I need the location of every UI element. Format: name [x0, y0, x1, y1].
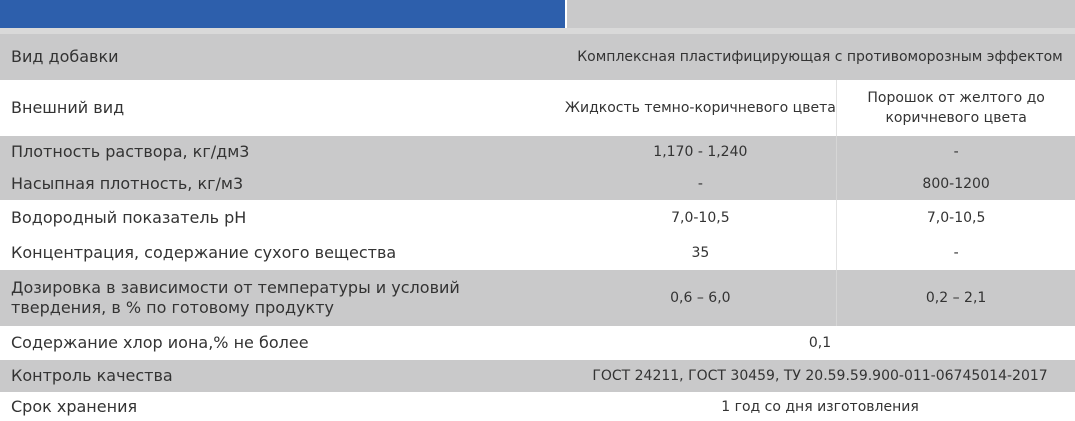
row-value: ГОСТ 24211, ГОСТ 30459, ТУ 20.59.59.900-011-06745014-2017 — [592, 368, 1048, 384]
row-label: Концентрация, содержание сухого вещества — [11, 243, 397, 262]
table-row-chloride — [0, 326, 1075, 360]
row-label: Водородный показатель рН — [11, 208, 247, 227]
row-value-liquid: 1,170 - 1,240 — [653, 144, 748, 160]
row-value-liquid: 35 — [691, 245, 710, 261]
header-accent-bar — [0, 0, 565, 28]
row-label: Дозировка в зависимости от температуры и условий твердения, в % по готовому продукту — [11, 278, 460, 317]
table-row-solution-density — [0, 136, 1075, 168]
row-label: Насыпная плотность, кг/м3 — [11, 174, 244, 193]
table-row-bulk-density — [0, 168, 1075, 200]
table-row-dosage — [0, 270, 1075, 326]
table-row-appearance — [0, 80, 1075, 136]
row-value-powder: 800-1200 — [836, 168, 1075, 200]
row-label: Содержание хлор иона,% не более — [11, 333, 309, 352]
row-value-powder: 0,2 – 2,1 — [836, 270, 1075, 326]
row-value: Комплексная пластифицирующая с противоморозным эффектом — [577, 49, 1063, 65]
table-row-quality-control — [0, 360, 1075, 392]
header-gray-bar — [567, 0, 1075, 28]
table-row-additive-type — [0, 34, 1075, 80]
row-label: Вид добавки — [11, 47, 119, 66]
row-value-powder: Порошок от желтого до коричневого цвета — [836, 80, 1075, 136]
row-value-liquid: - — [697, 176, 703, 192]
row-value-powder: - — [836, 236, 1075, 270]
row-value-powder: - — [836, 136, 1075, 168]
row-label: Внешний вид — [11, 98, 125, 117]
row-value-liquid: 7,0-10,5 — [671, 210, 730, 226]
row-value-liquid: 0,6 – 6,0 — [670, 290, 731, 306]
row-value-liquid: Жидкость темно-коричневого цвета — [564, 100, 836, 116]
row-value: 0,1 — [808, 335, 832, 351]
row-label: Контроль качества — [11, 366, 173, 385]
row-value: 1 год со дня изготовления — [721, 398, 919, 415]
table-row-shelf-life — [0, 392, 1075, 421]
table-row-ph — [0, 200, 1075, 236]
row-label: Плотность раствора, кг/дм3 — [11, 142, 250, 161]
row-label: Срок хранения — [11, 396, 138, 416]
row-value-powder: 7,0-10,5 — [836, 200, 1075, 236]
table-row-concentration — [0, 236, 1075, 270]
